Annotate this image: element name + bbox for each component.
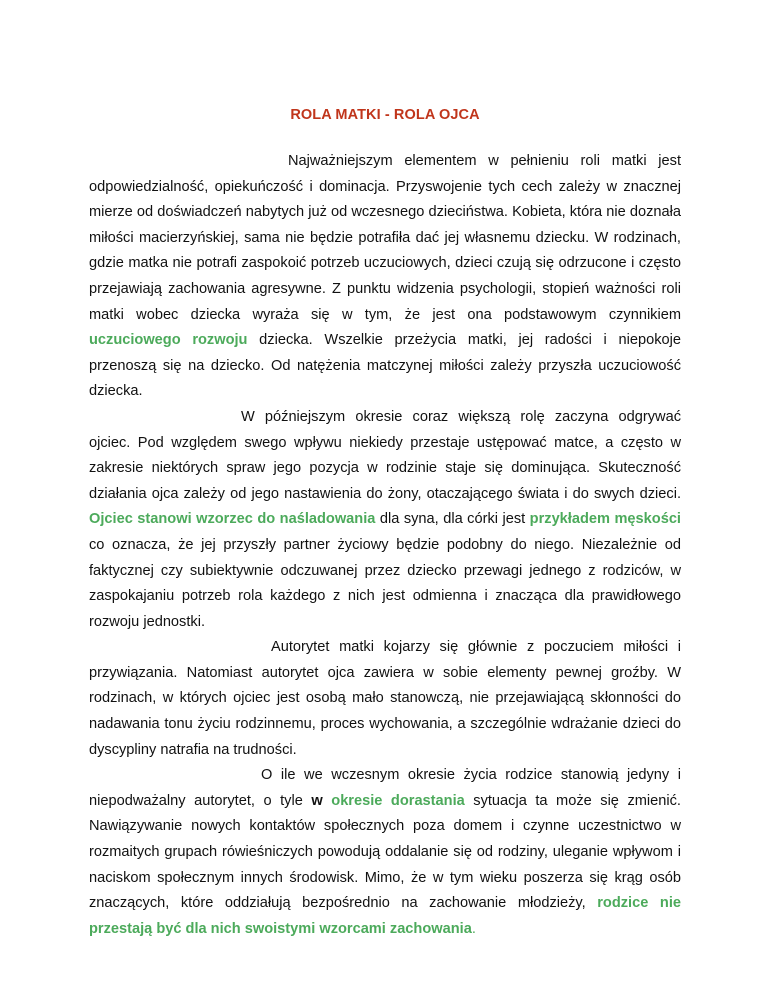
- text-segment: dziecka. Wszelkie przeżycia matki, jej radości i niepokoje przenoszą się na dziecko. Od natężenia matczynej miłości zależy przyszła uczuciowość dziecka.: [89, 332, 681, 400]
- text-segment: Najważniejszym elementem w pełnieniu roli matki jest odpowiedzialność, opiekuńczość i dominacja. Przyswojenie tych cech zależy w znacznej mierze od doświadczeń nabytych już od wczesnego dzieciństwa. Kobieta, która nie doznała miłości macierzyńskiej, sama nie będzie potrafiła dać jej własnemu dziecku. W rodzinach, gdzie matka nie potrafi zaspokoić potrzeb uczuciowych, dzieci czują się odrzucone i często przejawiają zachowania agresywne. Z punktu widzenia psychologii, stopień ważności roli matki wobec dziecka wyraża się w tym, że jest ona podstawowym czynnikiem: [89, 153, 681, 323]
- document-title: ROLA MATKI - ROLA OJCA: [290, 107, 480, 123]
- paragraph-adolescence: [89, 763, 681, 942]
- bold-word: w: [311, 792, 323, 809]
- highlight-masculinity-example: przykładem męskości: [529, 511, 681, 528]
- highlight-adolescence-period: okresie dorastania: [331, 792, 465, 809]
- paragraph-father-role: [89, 405, 681, 635]
- text-segment: O ile we wczesnym okresie życia rodzice stanowią jedyny i niepodważalny autorytet, o tyle: [89, 767, 681, 809]
- text-segment: co oznacza, że jej przyszły partner życiowy będzie podobny do niego. Niezależnie od faktycznej czy subiektywnie odczuwanej przez dziecko przewagi jednego z rodziców, w zaspokajaniu potrzeb rola każdego z nich jest odmienna i znacząca dla prawidłowego rozwoju jednostki.: [89, 536, 681, 630]
- final-period: .: [471, 920, 476, 937]
- highlight-father-role-model: Ojciec stanowi wzorzec do naśladowania: [89, 511, 376, 528]
- text-segment: dla syna, dla córki jest: [375, 511, 530, 528]
- document-page: [89, 0, 681, 942]
- text-segment: W późniejszym okresie coraz większą rolę zaczyna odgrywać ojciec. Pod względem swego wpływu niekiedy przestaje ustępować matce, a często w zakresie niektórych spraw jego pozycja w rodzinie staje się dominująca. Skuteczność działania ojca zależy od jego nastawienia do żony, otaczającego świata i do swych dzieci.: [89, 408, 681, 502]
- paragraph-authority: Autorytet matki kojarzy się głównie z poczuciem miłości i przywiązania. Natomiast autorytet ojca zawiera w sobie elementy pewnej groźby. W rodzinach, w których ojciec jest osobą mało stanowczą, nie przejawiającą skłonności do nadawania tonu życiu rodzinnemu, proces wychowania, a szczególnie wdrażanie dzieci do dyscypliny natrafia na trudności.: [89, 639, 681, 758]
- paragraph-mother-role: [89, 149, 681, 405]
- highlight-emotional-development: uczuciowego rozwoju: [89, 332, 248, 349]
- text-segment: sytuacja ta może się zmienić. Nawiązywanie nowych kontaktów społecznych poza domem i czynne uczestnictwo w rozmaitych grupach rówieśniczych powodują oddalanie się od rodziny, uleganie wpływom i naciskom społecznym innych środowisk. Mimo, że w tym wieku poszerza się krąg osób znaczących, które oddziałują bezpośrednio na zachowanie młodzieży,: [89, 792, 681, 912]
- text-segment: [323, 793, 332, 809]
- highlight-parents-role-models: rodzice nie przestają być dla nich swoistymi wzorcami zachowania: [89, 895, 681, 937]
